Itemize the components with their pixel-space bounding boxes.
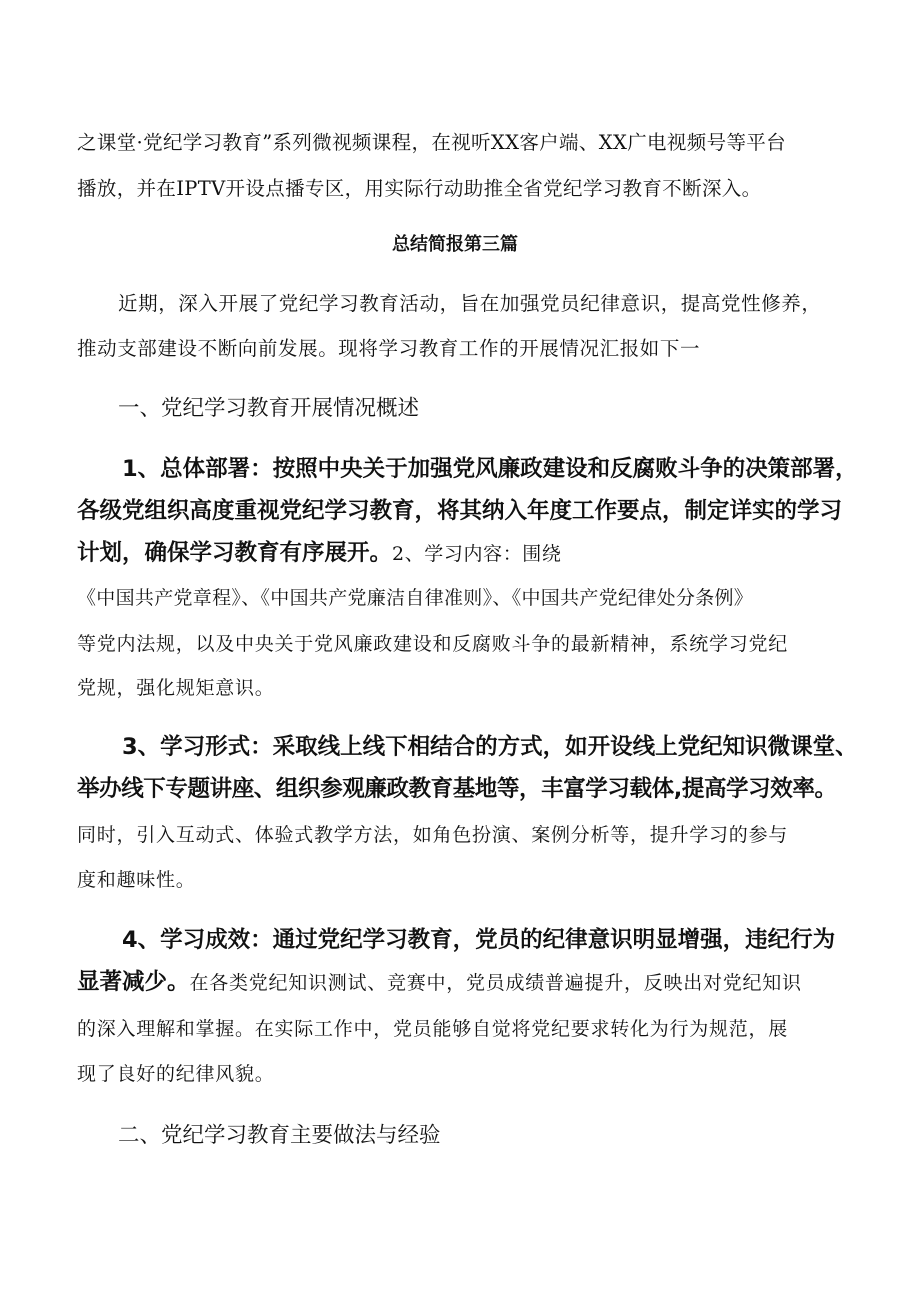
opening-line-2: 推动支部建设不断向前发展。现将学习教育工作的开展情况汇报如下一: [77, 337, 701, 360]
item4-line-4: 现了良好的纪律风貌。: [77, 1063, 275, 1085]
item4-line-3: 的深入理解和掌握。在实际工作中，党员能够自觉将党纪要求转化为行为规范，展: [77, 1018, 789, 1040]
item4-line-2-normal: 在各类党纪知识测试、竞赛中，党员成绩普遍提升，反映出对党纪知识: [189, 972, 802, 994]
item3-line-3: 同时，引入互动式、体验式教学方法，如角色扮演、案例分析等，提升学习的参与: [77, 824, 789, 846]
intro-line-2: 播放，并在IPTV开设点播专区，用实际行动助推全省党纪学习教育不断深入。: [77, 177, 762, 200]
item1-line-3-bold: 计划，确保学习教育有序展开。: [77, 540, 393, 566]
item1-line-3-normal: 2、学习内容：围绕: [392, 543, 562, 565]
item4-line-2: [77, 971, 802, 994]
item2-line-5: 等党内法规，以及中央关于党风廉政建设和反腐败斗争的最新精神，系统学习党纪: [77, 633, 789, 655]
section-title: 总结简报第三篇: [392, 234, 518, 255]
heading-2: 二、党纪学习教育主要做法与经验: [118, 1123, 441, 1148]
item2-line-4: 《中国共产党章程》、《中国共产党廉洁自律准则》、《中国共产党纪律处分条例》: [77, 587, 754, 609]
item2-line-6: 党规，强化规矩意识。: [77, 677, 275, 699]
item4-line-2-bold: 显著减少。: [77, 969, 190, 995]
item4-line-1: 4、学习成效：通过党纪学习教育，党员的纪律意识明显增强，违纪行为: [122, 927, 836, 953]
item3-line-4: 度和趣味性。: [77, 869, 196, 891]
item3-line-1: 3、学习形式：采取线上线下相结合的方式，如开设线上党纪知识微课堂、: [122, 734, 858, 760]
opening-line-1: 近期，深入开展了党纪学习教育活动，旨在加强党员纪律意识，提高党性修养，: [118, 292, 822, 315]
heading-1: 一、党纪学习教育开展情况概述: [118, 396, 420, 421]
item1-line-3: [77, 542, 562, 565]
item1-line-2: 各级党组织高度重视党纪学习教育，将其纳入年度工作要点，制定详实的学习: [77, 498, 843, 524]
item1-line-1: 1、总体部署：按照中央关于加强党风廉政建设和反腐败斗争的决策部署，: [122, 456, 858, 482]
item3-line-2: 举办线下专题讲座、组织参观廉政教育基地等，丰富学习载体,提高学习效率。: [77, 776, 837, 802]
intro-line-1: 之课堂·党纪学习教育”系列微视频课程，在视听XX客户端、XX广电视频号等平台: [77, 131, 786, 154]
